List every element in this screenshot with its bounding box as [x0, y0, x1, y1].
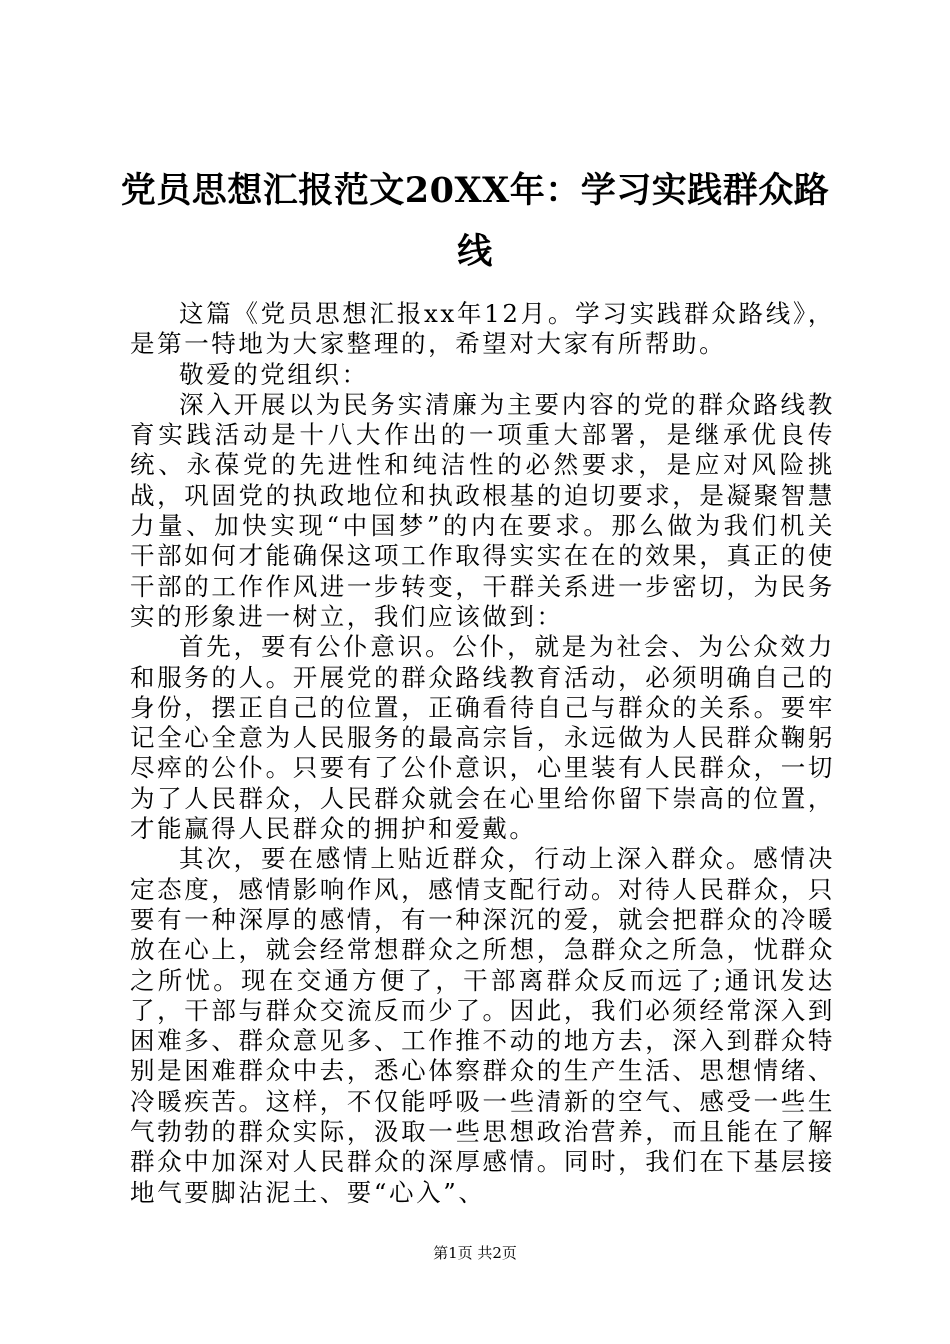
page-number-footer: 第1页 共2页 — [433, 1244, 517, 1262]
document-title: 党员思想汇报范文20XX年：学习实践群众路线 — [120, 170, 830, 272]
body-paragraph: 首先，要有公仆意识。公仆，就是为社会、为公众效力和服务的人。开展党的群众路线教育活动，必须明确自己的身份，摆正自己的位置，正确看待自己与群众的关系。要牢记全心全意为人民服务的最高宗旨，永远做为人民群众鞠躬尽瘁的公仆。只要有了公仆意识，心里装有人民群众，一切为了人民群众，人民群众就会在心里给你留下崇高的位置，才能赢得人民群众的拥护和爱戴。 — [130, 632, 835, 844]
intro-paragraph: 这篇《党员思想汇报xx年12月。学习实践群众路线》，是第一特地为大家整理的，希望对大家有所帮助。 — [130, 299, 835, 359]
body-paragraph: 深入开展以为民务实清廉为主要内容的党的群众路线教育实践活动是十八大作出的一项重大部署，是继承优良传统、永葆党的先进性和纯洁性的必然要求，是应对风险挑战，巩固党的执政地位和执政根基的迫切要求，是凝聚智慧力量、加快实现“中国梦”的内在要求。那么做为我们机关干部如何才能确保这项工作取得实实在在的效果，真正的使干部的工作作风进一步转变，干群关系进一步密切，为民务实的形象进一树立，我们应该做到： — [130, 389, 835, 631]
document-body — [130, 299, 835, 1208]
salutation: 敬爱的党组织： — [179, 359, 369, 389]
body-paragraph: 其次，要在感情上贴近群众，行动上深入群众。感情决定态度，感情影响作风，感情支配行动。对待人民群众，只要有一种深厚的感情，有一种深沉的爱，就会把群众的冷暖放在心上，就会经常想群众之所想，急群众之所急，忧群众之所忧。现在交通方便了，干部离群众反而远了;通讯发达了，干部与群众交流反而少了。因此，我们必须经常深入到困难多、群众意见多、工作推不动的地方去，深入到群众特别是困难群众中去，悉心体察群众的生产生活、思想情绪、冷暖疾苦。这样，不仅能呼吸一些清新的空气、感受一些生气勃勃的群众实际，汲取一些思想政治营养，而且能在了解群众中加深对人民群众的深厚感情。同时，我们在下基层接地气要脚沾泥土、要“心入”、 — [130, 844, 835, 1207]
